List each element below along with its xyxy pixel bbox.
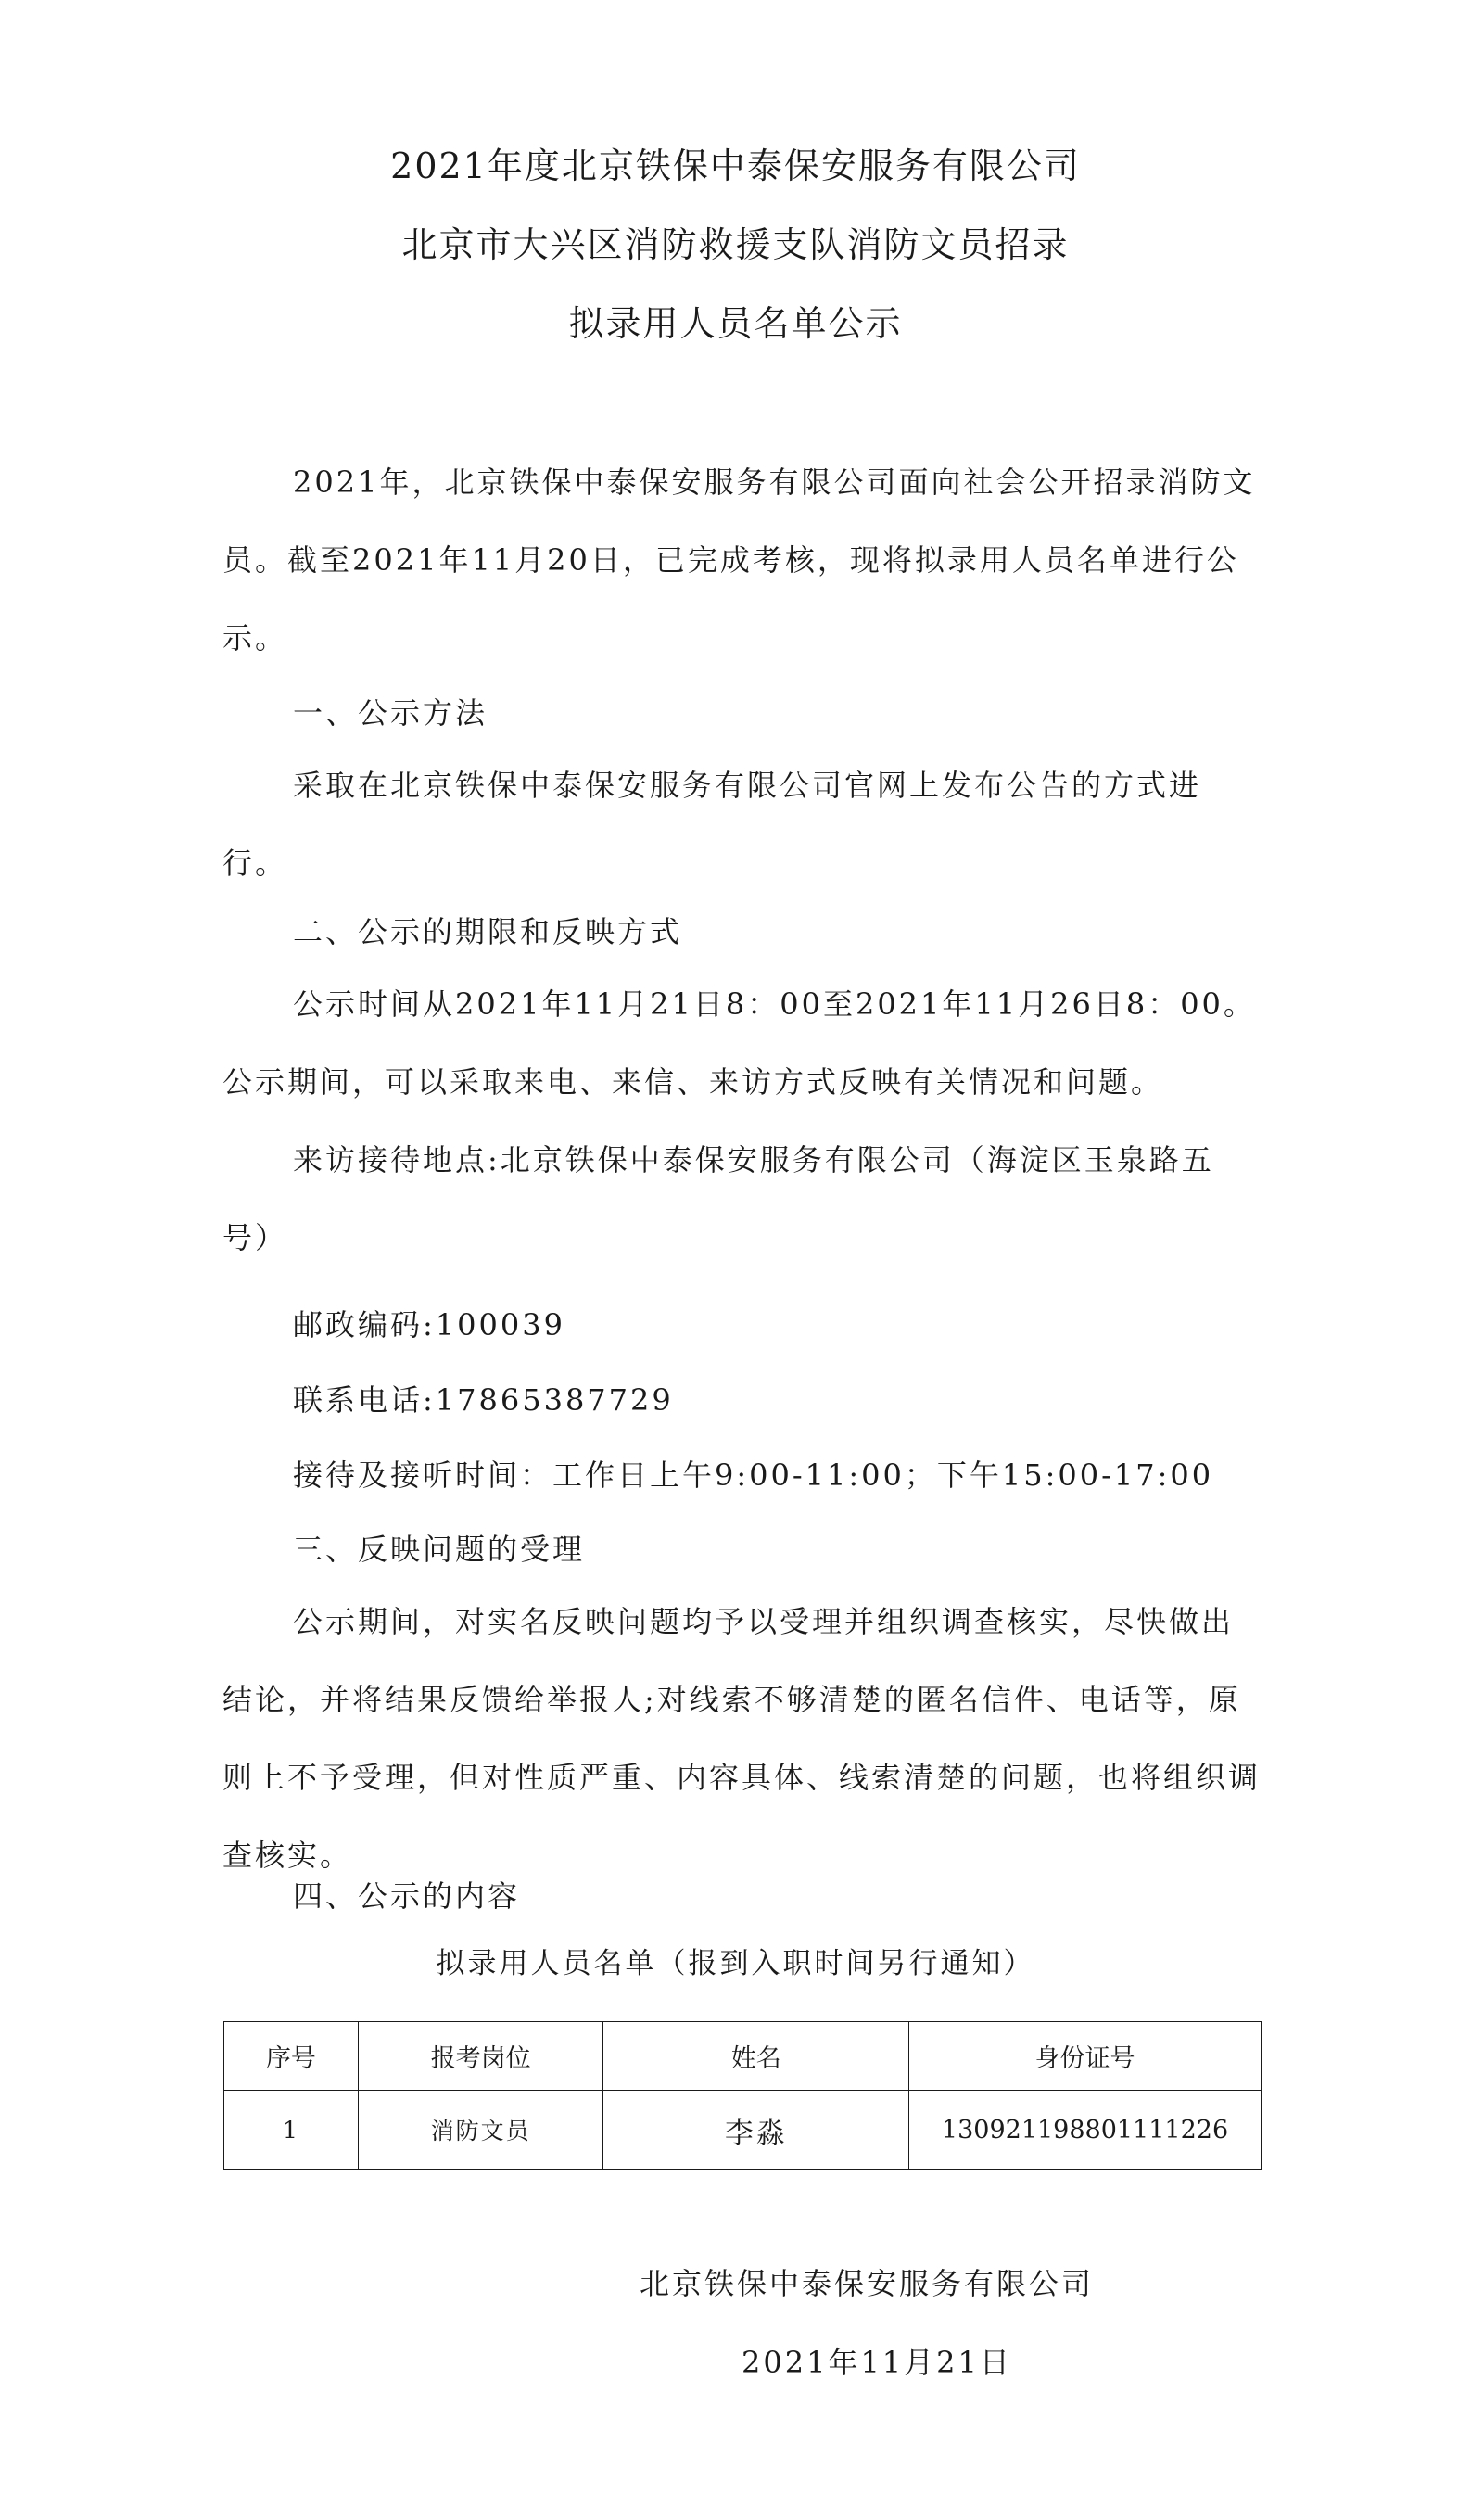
cell-position: 消防文员 xyxy=(358,2091,603,2170)
cell-name: 李淼 xyxy=(603,2091,909,2170)
table-row xyxy=(224,2091,1262,2170)
header-seq: 序号 xyxy=(224,2022,359,2091)
header-id-number: 身份证号 xyxy=(909,2022,1262,2091)
cell-seq: 1 xyxy=(224,2091,359,2170)
section2-heading: 二、公示的期限和反映方式 xyxy=(293,914,683,949)
title-line-3: 拟录用人员名单公示 xyxy=(568,303,903,344)
intro-paragraph: 2021年，北京铁保中泰保安服务有限公司面向社会公开招录消防文员。截至2021年11月20日，已完成考核，现将拟录用人员名单进行公示。 xyxy=(222,465,1256,655)
cell-id-number: 130921198801111226 xyxy=(909,2091,1262,2170)
section2-phone: 联系电话:17865387729 xyxy=(293,1382,674,1418)
roster-table xyxy=(223,2021,1262,2170)
section1-heading: 一、公示方法 xyxy=(293,695,488,731)
section3-heading: 三、反映问题的受理 xyxy=(293,1532,586,1567)
section2-body: 公示时间从2021年11月21日8：00至2021年11月26日8：00。公示期间，可以采取来电、来信、来访方式反映有关情况和问题。 xyxy=(222,986,1256,1100)
section4-heading: 四、公示的内容 xyxy=(293,1878,521,1914)
section2-postcode: 邮政编码:100039 xyxy=(293,1307,565,1343)
section1-body: 采取在北京铁保中泰保安服务有限公司官网上发布公告的方式进行。 xyxy=(222,768,1202,881)
signature-date: 2021年11月21日 xyxy=(742,2345,1012,2380)
header-position: 报考岗位 xyxy=(358,2022,603,2091)
table-header-row xyxy=(224,2022,1262,2091)
signature-company: 北京铁保中泰保安服务有限公司 xyxy=(640,2266,1095,2301)
section2-address: 来访接待地点:北京铁保中泰保安服务有限公司（海淀区玉泉路五号） xyxy=(222,1142,1214,1255)
title-line-2: 北京市大兴区消防救援支队消防文员招录 xyxy=(401,224,1070,265)
section2-hours: 接待及接听时间：工作日上午9:00-11:00；下午15:00-17:00 xyxy=(293,1457,1214,1493)
header-name: 姓名 xyxy=(603,2022,909,2091)
table-caption: 拟录用人员名单（报到入职时间另行通知） xyxy=(436,1947,1035,1980)
title-line-1: 2021年度北京铁保中泰保安服务有限公司 xyxy=(390,146,1081,186)
section3-body: 公示期间，对实名反映问题均予以受理并组织调查核实，尽快做出结论，并将结果反馈给举报人;对线索不够清楚的匿名信件、电话等，原则上不予受理，但对性质严重、内容具体、线索清楚的问题，也将组织调查核实。 xyxy=(222,1604,1262,1873)
